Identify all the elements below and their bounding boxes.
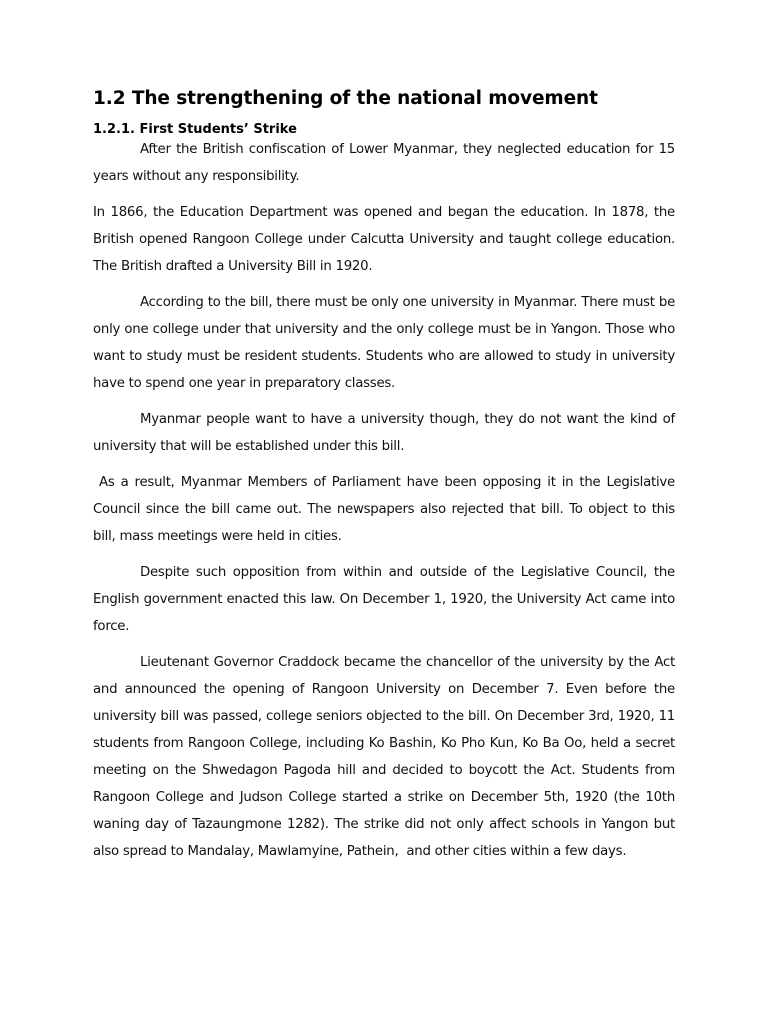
- paragraph: Lieutenant Governor Craddock became the chancellor of the university by the Act and announced the opening of Rangoon University on December 7. Even before the university bill was passed, college seniors objected to the bill. On December 3rd, 1920, 11 students from Rangoon College, including Ko Bashin, Ko Pho Kun, Ko Ba Oo, held a secret meeting on the Shwedagon Pagoda hill and decided to boycott the Act. Students from Rangoon College and Judson College started a strike on December 5th, 1920 (the 10th waning day of Tazaungmone 1282). The strike did not only affect schools in Yangon but also spread to Mandalay, Mawlamyine, Pathein, and other cities within a few days.: [93, 655, 683, 859]
- subsection-heading: 1.2.1. First Students’ Strike: [93, 122, 297, 137]
- paragraph: According to the bill, there must be only one university in Myanmar. There must be only one college under that university and the only college must be in Yangon. Those who want to study must be resident students. Students who are allowed to study in university have to spend one year in preparatory classes.: [93, 295, 675, 391]
- paragraph: Despite such opposition from within and outside of the Legislative Council, the English government enacted this law. On December 1, 1920, the University Act came into force.: [93, 565, 675, 634]
- paragraph: In 1866, the Education Department was opened and began the education. In 1878, the British opened Rangoon College under Calcutta University and taught college education. The British drafted a University Bill in 1920.: [93, 205, 675, 274]
- section-heading: 1.2 The strengthening of the national movement: [93, 88, 598, 109]
- paragraph: After the British confiscation of Lower Myanmar, they neglected education for 15 years without any responsibility.: [93, 142, 675, 184]
- paragraph: Myanmar people want to have a university though, they do not want the kind of university that will be established under this bill.: [93, 412, 675, 454]
- paragraph: As a result, Myanmar Members of Parliament have been opposing it in the Legislative Council since the bill came out. The newspapers also rejected that bill. To object to this bill, mass meetings were held in cities.: [93, 475, 679, 544]
- document-body: [93, 86, 683, 865]
